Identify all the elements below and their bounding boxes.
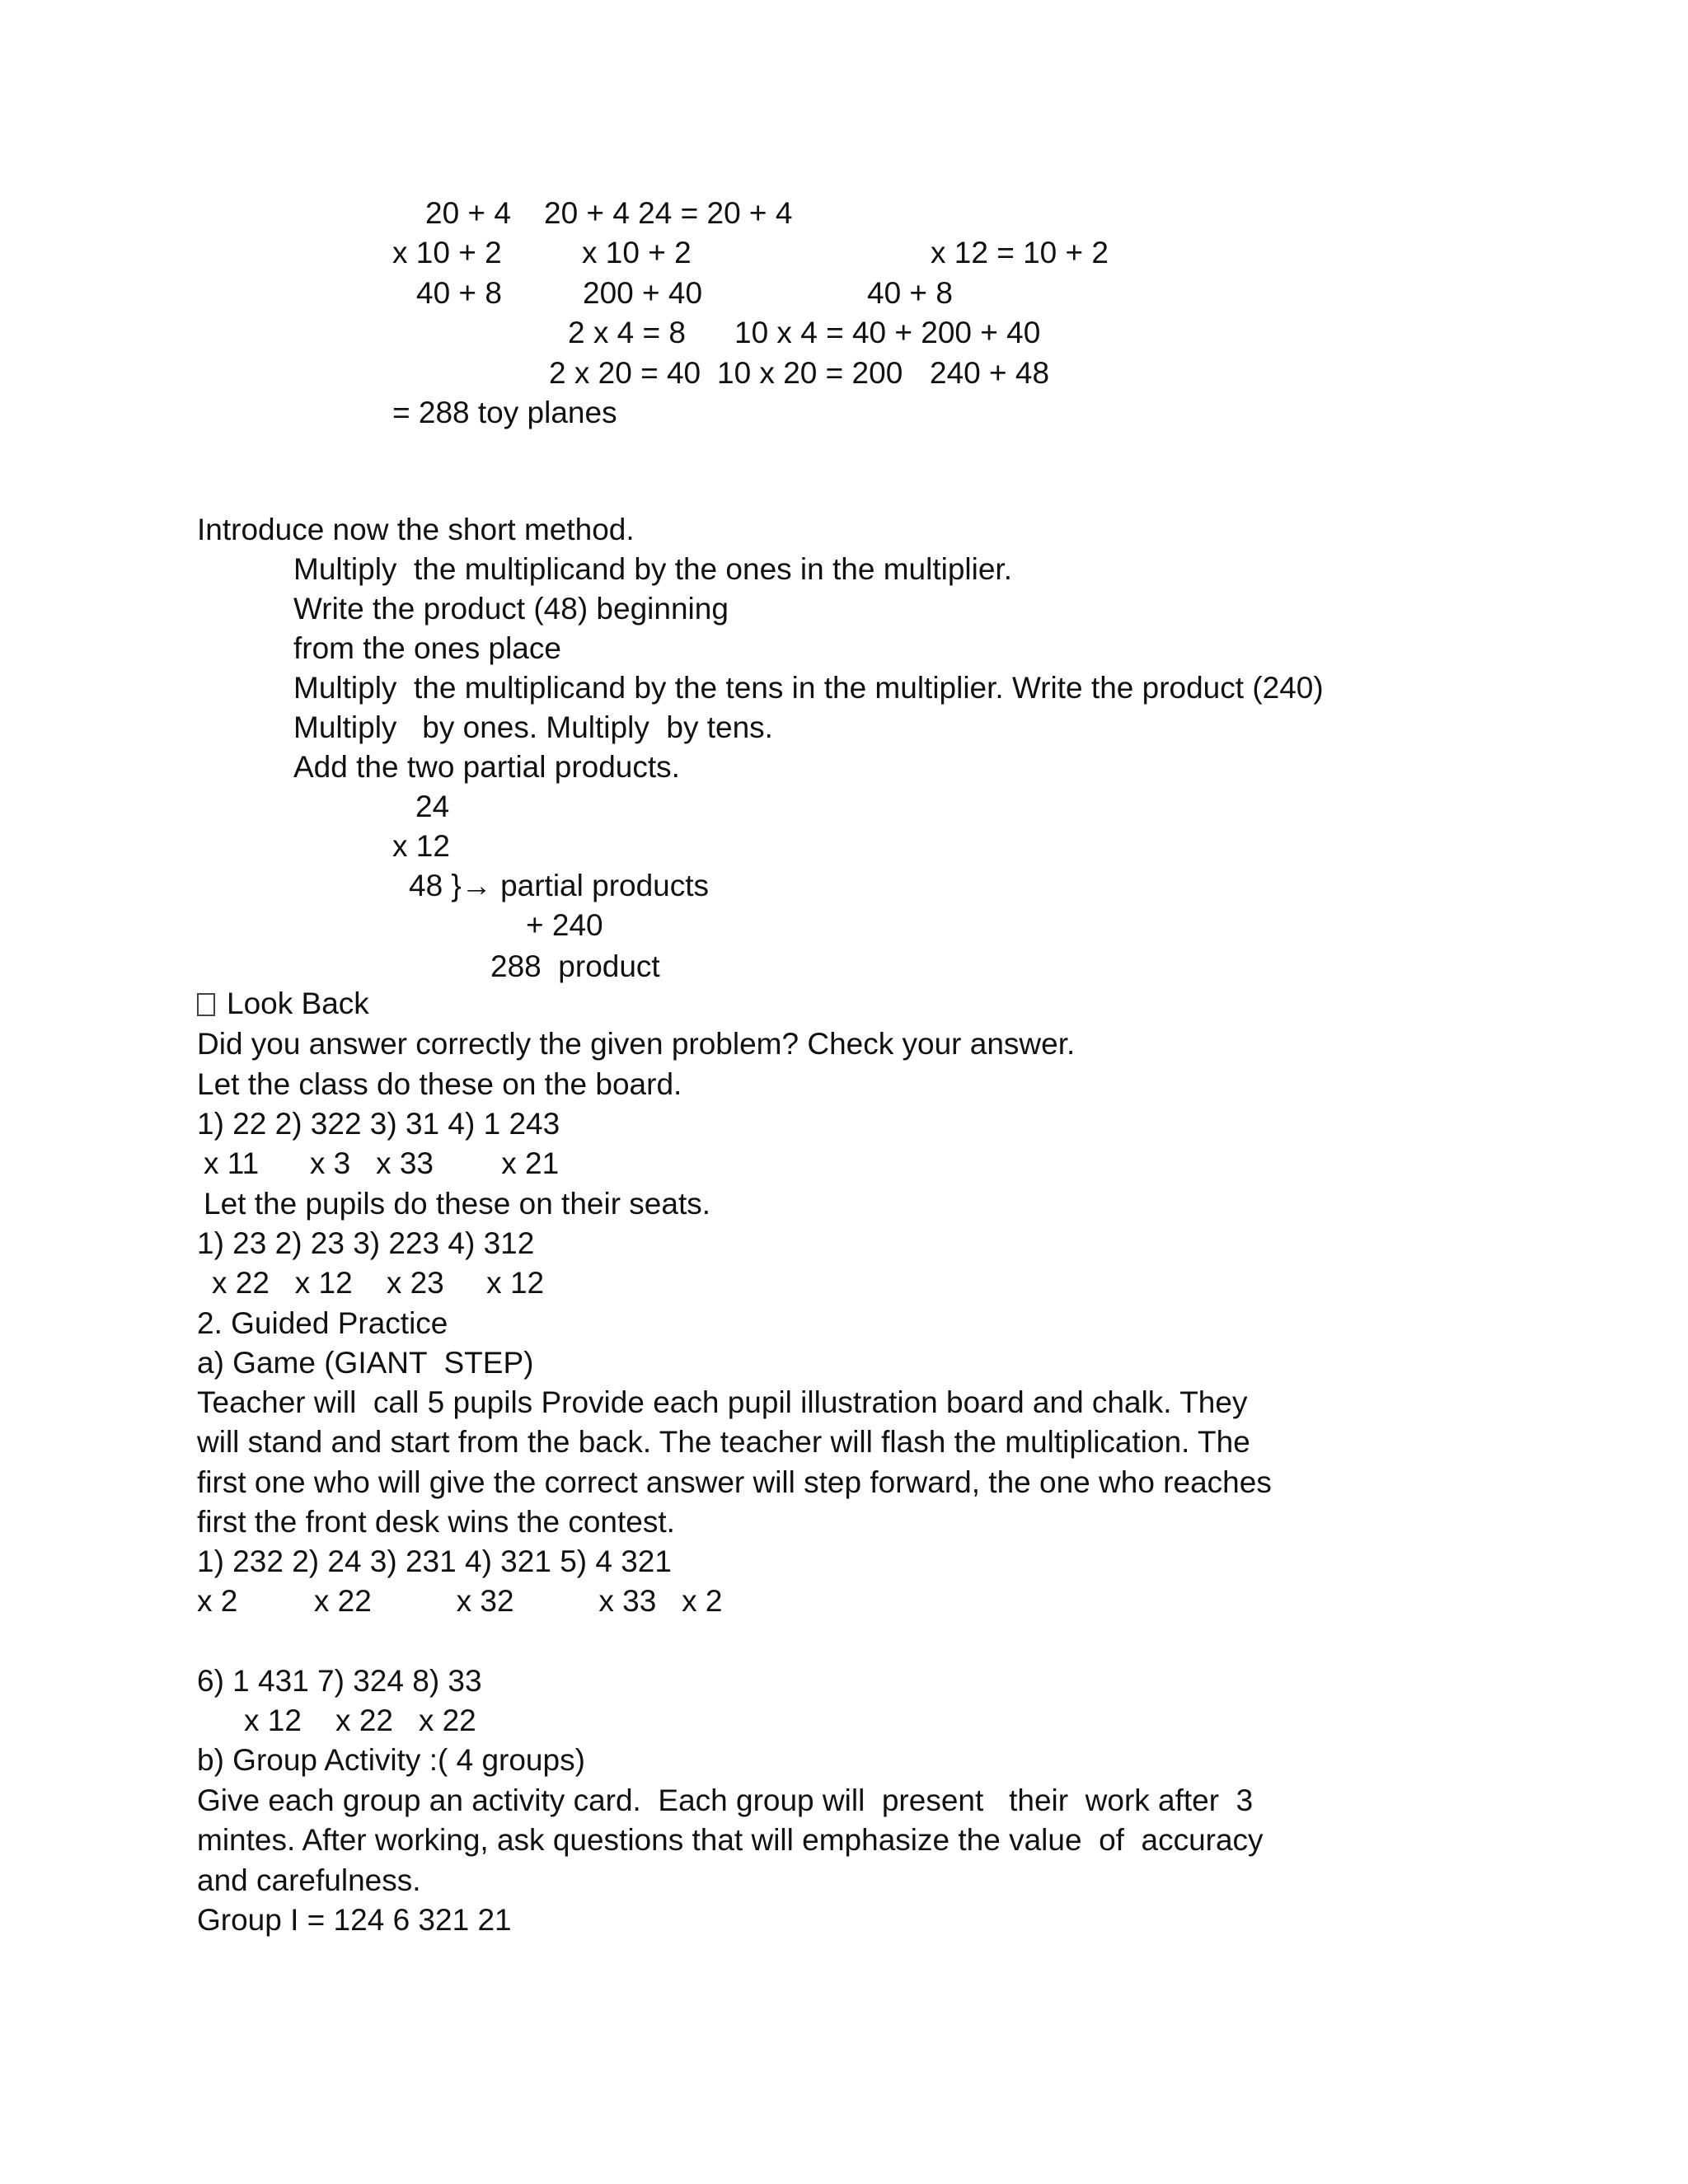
example-line2-col3: x 12 = 10 + 2 [931,236,1109,269]
game-text-line-4: first the front desk wins the contest. [197,1505,675,1539]
example-line5-col2: 10 x 20 = 200 [717,356,903,390]
look-back-title: Look Back [227,987,369,1020]
group-text-line-1: Give each group an activity card. Each group will present their work after 3 [197,1783,1254,1817]
look-back-question: Did you answer correctly the given problem? Check your answer. [197,1027,1076,1061]
example-line3-col2: 200 + 40 [583,276,703,310]
game-text-line-1: Teacher will call 5 pupils Provide each pupil illustration board and chalk. They [197,1385,1248,1419]
group-text-line-3: and carefulness. [197,1863,421,1897]
game-text-line-2: will stand and start from the back. The teacher will flash the multiplication. The [197,1425,1250,1459]
board-instruction: Let the class do these on the board. [197,1067,682,1101]
seat-items: 1) 23 2) 23 3) 223 4) 312 [197,1226,535,1260]
example-line3-col1: 40 + 8 [416,276,502,310]
group-activity-title: b) Group Activity :( 4 groups) [197,1743,585,1777]
short-method-step-6: Add the two partial products. [293,750,680,784]
computation-multiplicand: 24 [415,790,450,823]
computation-partial-1: 48 }→ partial products [409,869,710,902]
short-method-step-2: Write the product (48) beginning [293,592,729,626]
board-multipliers: x 11 x 3 x 33 x 21 [204,1146,560,1180]
short-method-step-5: Multiply by ones. Multiply by tens. [293,710,773,744]
example-line2-col2: x 10 + 2 [582,236,692,269]
example-line2-col1: x 10 + 2 [392,236,502,269]
game-text-line-3: first one who will give the correct answer will step forward, the one who reaches [197,1465,1272,1499]
example-line4-col1: 2 x 4 = 8 [568,316,686,349]
example-line1-col1: 20 + 4 [425,196,511,230]
game-multipliers-2: x 12 x 22 x 22 [244,1704,476,1737]
group-text-line-2: mintes. After working, ask questions that will emphasize the value of accuracy [197,1823,1264,1857]
example-result: = 288 toy planes [392,396,617,429]
group-one: Group I = 124 6 321 21 [197,1903,512,1937]
example-line1-col2: 20 + 4 24 = 20 + 4 [544,196,793,230]
missing-glyph-icon [197,993,215,1016]
guided-practice-heading: 2. Guided Practice [197,1306,448,1340]
computation-product: 288 product [490,949,660,983]
game-multipliers-1: x 2 x 22 x 32 x 33 x 2 [197,1584,723,1618]
short-method-step-1: Multiply the multiplicand by the ones in the multiplier. [293,552,1012,586]
example-line4-col2: 10 x 4 = 40 + 200 + 40 [734,316,1041,349]
game-items-1: 1) 232 2) 24 3) 231 4) 321 5) 4 321 [197,1544,672,1578]
short-method-step-4: Multiply the multiplicand by the tens in the multiplier. Write the product (240) [293,671,1324,705]
game-title: a) Game (GIANT STEP) [197,1346,534,1380]
computation-partial-2: + 240 [526,908,603,942]
example-line3-col3: 40 + 8 [867,276,953,310]
look-back-heading [197,986,369,1022]
example-line5-col3: 240 + 48 [930,356,1050,390]
computation-multiplier: x 12 [392,829,450,863]
short-method-step-3: from the ones place [293,631,561,665]
seat-multipliers: x 22 x 12 x 23 x 12 [212,1266,545,1300]
short-method-intro: Introduce now the short method. [197,513,635,546]
board-items: 1) 22 2) 322 3) 31 4) 1 243 [197,1107,560,1141]
example-line5-col1: 2 x 20 = 40 [549,356,701,390]
game-items-2: 6) 1 431 7) 324 8) 33 [197,1664,482,1698]
seat-instruction: Let the pupils do these on their seats. [204,1187,711,1221]
